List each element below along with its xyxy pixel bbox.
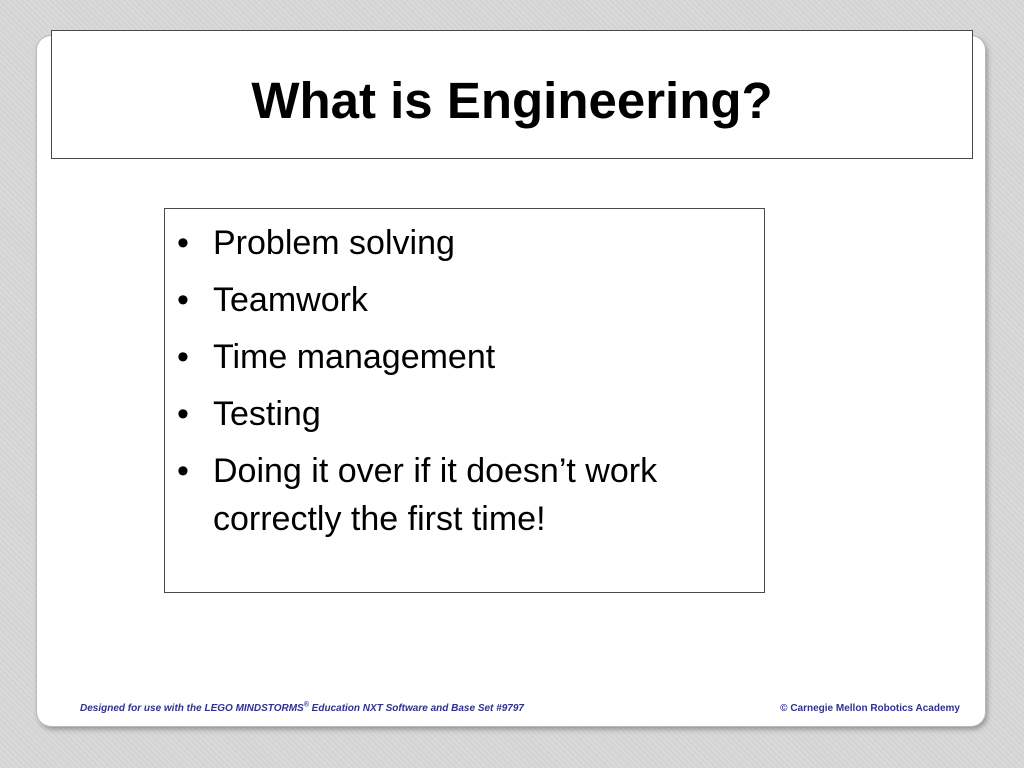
registered-mark: ®	[303, 701, 309, 709]
footer-left-prefix: Designed for use with the LEGO MINDSTORMS	[80, 703, 304, 714]
bullet-item	[165, 447, 764, 543]
bullet-text: Teamwork	[213, 281, 368, 319]
bullet-item	[165, 219, 764, 267]
footer-credit-left	[80, 703, 524, 714]
bullet-icon: •	[177, 395, 189, 433]
bullet-icon: •	[177, 452, 189, 490]
footer-left-suffix: Education NXT Software and Base Set #9797	[308, 703, 524, 714]
bullet-item	[165, 276, 764, 324]
bullet-text: Time management	[213, 338, 496, 376]
content-box	[164, 208, 765, 593]
bullet-item	[165, 333, 764, 381]
bullet-icon: •	[177, 224, 189, 262]
bullet-item	[165, 390, 764, 438]
slide-title: What is Engineering?	[251, 72, 773, 129]
bullet-list	[165, 219, 764, 552]
footer-copyright: © Carnegie Mellon Robotics Academy	[780, 703, 960, 714]
bullet-icon: •	[177, 338, 189, 376]
bullet-text: Problem solving	[213, 224, 455, 262]
bullet-text: Testing	[213, 395, 321, 433]
bullet-text: Doing it over if it doesn’t work correctly the first time!	[213, 452, 658, 538]
bullet-icon: •	[177, 281, 189, 319]
title-box	[51, 30, 973, 159]
